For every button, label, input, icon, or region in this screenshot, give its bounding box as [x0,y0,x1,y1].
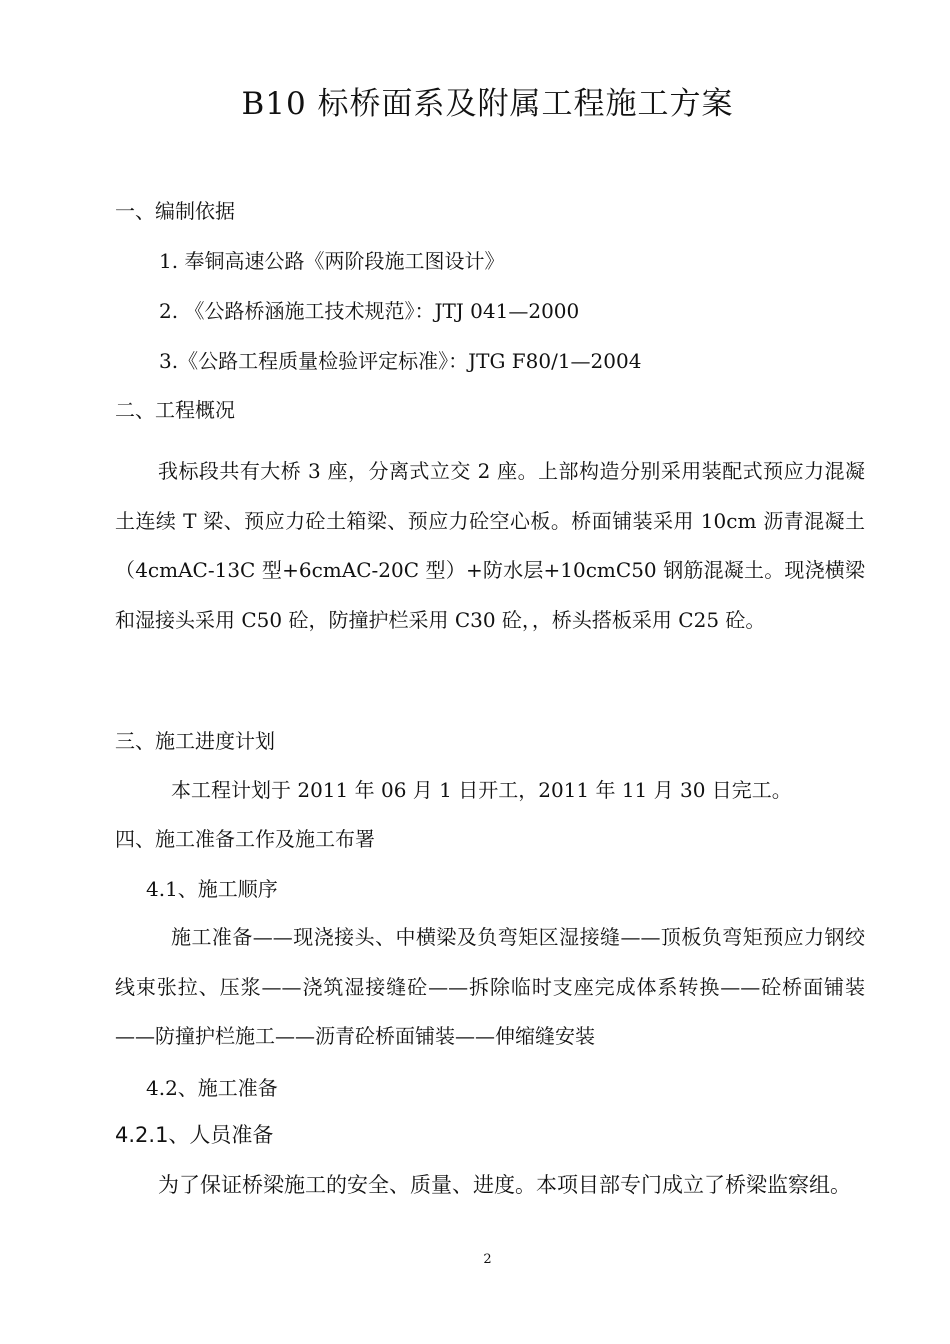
page-number: 2 [483,1252,492,1267]
section-heading-schedule: 三、施工进度计划 [115,729,275,753]
schedule-paragraph: 本工程计划于 2011 年 06 月 1 日开工，2011 年 11 月 30 日完工。 [171,778,792,802]
section-heading-preparation: 四、施工准备工作及施工布署 [115,827,375,851]
document-title: B10 标桥面系及附属工程施工方案 [241,86,734,122]
subsection-heading-readiness: 4.2、施工准备 [146,1076,278,1100]
section-heading-basis: 一、编制依据 [115,199,235,223]
section-heading-overview: 二、工程概况 [115,398,235,422]
basis-item-2: 2. 《公路桥涵施工技术规范》：JTJ 041—2000 [159,299,580,323]
subsection-heading-sequence: 4.1、施工顺序 [146,877,278,901]
sequence-paragraph: 施工准备——现浇接头、中横梁及负弯矩区湿接缝——顶板负弯矩预应力钢绞线束张拉、压浆——浇筑湿接缝砼——拆除临时支座完成体系转换——砼桥面铺装——防撞护栏施工——沥青砼桥面铺装——伸缩缝安装 [115,925,865,1048]
subsection-heading-personnel: 4.2.1、人员准备 [115,1123,274,1147]
basis-item-1: 1. 奉铜高速公路《两阶段施工图设计》 [159,249,505,273]
basis-item-3: 3.《公路工程质量检验评定标准》：JTG F80/1—2004 [159,349,642,373]
personnel-paragraph: 为了保证桥梁施工的安全、质量、进度。本项目部专门成立了桥梁监察组。 [158,1173,851,1197]
overview-paragraph: 我标段共有大桥 3 座，分离式立交 2 座。上部构造分别采用装配式预应力混凝土连续 T 梁、预应力砼土箱梁、预应力砼空心板。桥面铺装采用 10cm 沥青混凝土（4cmAC-13C 型+6cmAC-20C 型）+防水层+10cmC50 钢筋混凝土。现浇横梁和湿接头采用 C50 砼，防撞护栏采用 C30 砼，，桥头搭板采用 C25 砼。 [115,459,865,632]
